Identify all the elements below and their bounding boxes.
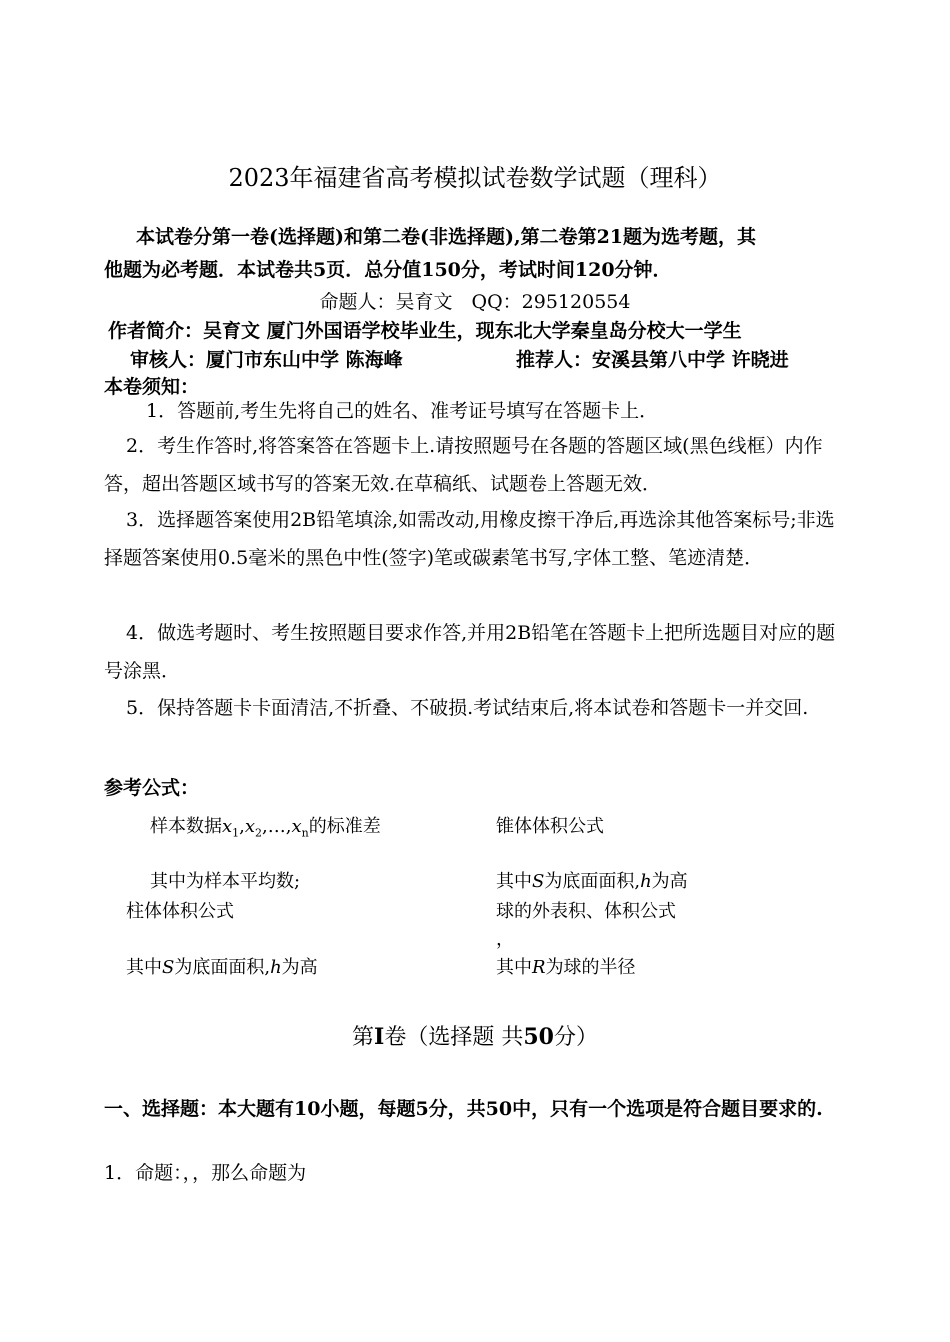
var-h: h: [640, 871, 652, 892]
section1-header: 一、选择题：本大题有10小题，每题5分，共50中，只有一个选项是符合题目要求的.: [104, 1098, 823, 1120]
part1-title-pre: 第: [352, 1025, 375, 1050]
std-dev-formula: [150, 812, 381, 838]
author-line: 命题人：吴育文 QQ：295120554: [319, 291, 631, 313]
cone-note-prefix: 其中: [496, 871, 532, 892]
sub-n: n: [301, 826, 309, 840]
prism-formula: 柱体体积公式: [126, 901, 234, 922]
radius-suffix: 为球的半径: [545, 957, 636, 978]
notice-item-3: 3．选择题答案使用2B铅笔填涂,如需改动,用橡皮擦干净后,再选涂其他答案标号;非选择题答案使用0.5毫米的黑色中性(签字)笔或碳素笔书写,字体工整、笔迹清楚．: [104, 509, 835, 569]
var-x1: x: [222, 816, 233, 837]
sphere-comma: ，: [496, 929, 514, 950]
radius-prefix: 其中: [496, 957, 532, 978]
std-dev-suffix: 的标准差: [308, 816, 381, 837]
ellipsis: ,…,: [262, 816, 292, 837]
notice-item-1: 1．答题前,考生先将自己的姓名、准考证号填写在答题卡上．: [146, 400, 659, 422]
notice-item-5: 5．保持答题卡卡面清洁,不折叠、不破损.考试结束后,将本试卷和答题卡一并交回.: [126, 697, 809, 719]
question-1: 1．命题：，，那么命题为: [104, 1162, 307, 1184]
intro-line-2: 他题为必考题．本试卷共5页．总分值150分，考试时间120分钟．: [104, 259, 672, 281]
author-bio: 作者简介：吴育文 厦门外国语学校毕业生，现东北大学秦皇岛分校大一学生: [108, 320, 742, 342]
sub-1: 1: [232, 826, 240, 840]
cone-formula: 锥体体积公式: [496, 816, 604, 837]
var-S: S: [162, 957, 175, 978]
prism-note-suffix: 为高: [281, 957, 318, 978]
prism-note-mid: 为底面面积,: [174, 957, 271, 978]
notice-heading: 本卷须知：: [104, 376, 200, 398]
sep: ,: [239, 816, 245, 837]
page-title: 2023年福建省高考模拟试卷数学试题（理科）: [228, 164, 722, 192]
part1-roman: I: [374, 1024, 385, 1050]
intro-line-1: 本试卷分第一卷(选择题)和第二卷(非选择题),第二卷第21题为选考题，其: [136, 226, 757, 248]
prism-note: [126, 953, 318, 979]
part1-title-post: 分）: [553, 1025, 598, 1050]
var-h: h: [270, 957, 282, 978]
std-dev-prefix: 样本数据: [150, 816, 222, 837]
sphere-formula: 球的外表积、体积公式: [496, 901, 676, 922]
var-S: S: [532, 871, 545, 892]
prism-note-prefix: 其中: [126, 957, 162, 978]
part1-title: [0, 1020, 950, 1051]
cone-note-mid: 为底面面积,: [544, 871, 641, 892]
var-xn: x: [291, 816, 302, 837]
recommender: 推荐人：安溪县第八中学 许晓进: [516, 349, 789, 371]
part1-title-mid: 卷（选择题 共: [384, 1025, 524, 1050]
radius-note: [496, 953, 636, 979]
reviewer: 审核人：厦门市东山中学 陈海峰: [130, 349, 403, 371]
var-x2: x: [244, 816, 256, 837]
sub-2: 2: [255, 826, 263, 840]
part1-number: 50: [523, 1024, 554, 1050]
formula-heading: 参考公式：: [104, 777, 200, 799]
mean-note: 其中为样本平均数;: [150, 871, 301, 892]
var-R: R: [532, 957, 546, 978]
cone-note: [496, 867, 688, 893]
notice-item-4: 4．做选考题时、考生按照题目要求作答,并用2B铅笔在答题卡上把所选题目对应的题号涂黑．: [104, 622, 836, 682]
notice-item-2: 2．考生作答时,将答案答在答题卡上.请按照题号在各题的答题区域(黑色线框）内作答，超出答题区域书写的答案无效.在草稿纸、试题卷上答题无效．: [104, 435, 823, 495]
cone-note-suffix: 为高: [651, 871, 688, 892]
